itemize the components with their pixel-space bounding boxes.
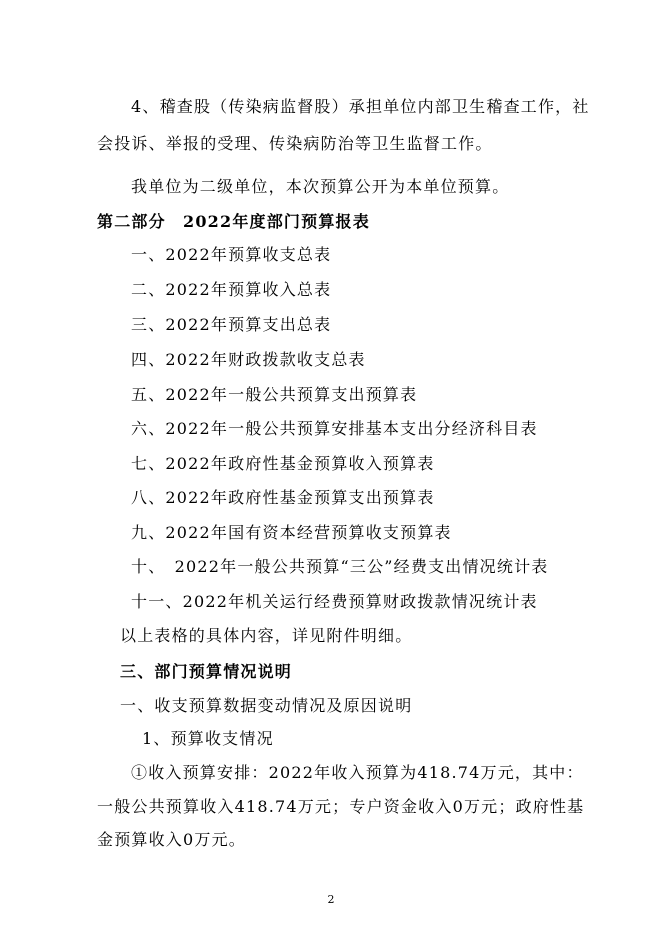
- list-item: 九、2022年国有资本经营预算收支预算表: [131, 523, 452, 542]
- paragraph-line: 我单位为二级单位，本次预算公开为本单位预算。: [131, 177, 510, 196]
- list-item: 一、2022年预算收支总表: [131, 245, 332, 264]
- section-heading: 第二部分 2022年度部门预算报表: [97, 212, 370, 231]
- list-item: 六、2022年一般公共预算安排基本支出分经济科目表: [131, 419, 538, 438]
- paragraph-line: 金预算收入0万元。: [97, 830, 246, 849]
- list-item: 二、2022年预算收入总表: [131, 280, 332, 299]
- list-item: 三、2022年预算支出总表: [131, 315, 332, 334]
- section-heading: 三、部门预算情况说明: [120, 662, 293, 681]
- list-item: 十一、2022年机关运行经费预算财政拨款情况统计表: [131, 592, 538, 611]
- list-item: 四、2022年财政拨款收支总表: [131, 350, 366, 369]
- paragraph-line: 会投诉、举报的受理、传染病防治等卫生监督工作。: [97, 134, 493, 153]
- note-text: 以上表格的具体内容，详见附件明细。: [120, 626, 413, 645]
- paragraph-line: 4、稽查股（传染病监督股）承担单位内部卫生稽查工作，社: [131, 97, 590, 116]
- list-item: 十、 2022年一般公共预算“三公”经费支出情况统计表: [131, 557, 549, 576]
- subheading: 1、预算收支情况: [142, 729, 274, 748]
- list-item: 五、2022年一般公共预算支出预算表: [131, 385, 418, 404]
- paragraph-line: ①收入预算安排：2022年收入预算为418.74万元，其中：: [131, 763, 584, 782]
- subheading: 一、收支预算数据变动情况及原因说明: [120, 696, 413, 715]
- paragraph-line: 一般公共预算收入418.74万元；专户资金收入0万元；政府性基: [97, 797, 585, 816]
- list-item: 八、2022年政府性基金预算支出预算表: [131, 488, 435, 507]
- page-number: 2: [327, 893, 335, 906]
- list-item: 七、2022年政府性基金预算收入预算表: [131, 454, 435, 473]
